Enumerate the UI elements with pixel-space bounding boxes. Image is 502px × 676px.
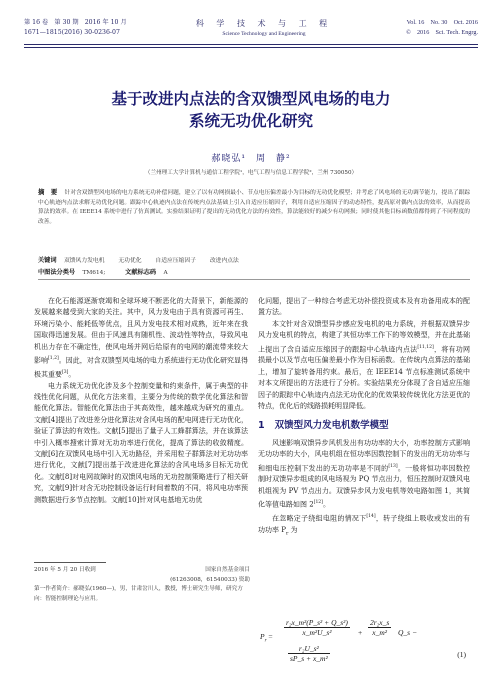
body-paragraph: 在化石能源逐渐衰竭和全球环境不断恶化的大背景下，新能源的发展越来越受到大家的关注。其中，风力发电由于具有资源可再生、环境污染小、能耗低等优点，且风力发电技术相对成熟，近年来在我国取得迅速发展。但由于风速具有随机性、波动性等特点，导致风电机出力存在不确定性，使风电场并网后给原有的电网的潮流带来较大影响[1,2]。因此，对含双馈型风电场的电力系统进行无功优化研究显得极其重要[3]。 [34,297,249,379]
paper-title [40,88,462,132]
equation-fraction: $\frac{\text{2r₂x\_s}}{\text{x\_m²}}$ [370,618,390,637]
doc-code-label: 文献标志码 [125,269,157,276]
body-paragraph: 化问题，提出了一种综合考虑无功补偿投资成本及有功备用成本的配置方法。 [258,297,470,317]
keyword-item: 改进内点法 [209,258,239,264]
section-heading [258,420,470,431]
equation-number: (1) [457,650,466,659]
citation: [1,2] [48,356,59,362]
equation-fraction: $\frac{\text{r₂x\_m²(P\_s² + Q\_s²)}}{\text{x\_m²U\_s²}}$ [286,618,348,637]
journal-name-en: Science Technology and Engineering [222,31,306,37]
citation: [3] [62,369,69,375]
clc-label: 中图法分类号 [38,269,76,276]
authors: 郝晓弘¹ 周 静² [211,154,291,164]
citation: [11,12] [417,344,434,350]
body-paragraph: 本文针对含双馈型异步感应发电机的电力系统，并根据双馈异步风力发电机的特点，构建了其恒功率工作下的等效模型，并在此基础上提出了含自适应压缩因子的跟踪中心轨迹内点法[11,12]，将有功网损最小以及节点电压偏差最小作为目标函数。在传统内点算法的基础上，增加了旋转备用约束。最后，在 IEEE14 节点标准测试系统中对本文所提出的方法进行了分析。实验结果充分体现了含自适应压缩因子的跟踪中心轨迹内点法无功优化的优效果较传统优化方法更优的特点，优化后的线路损耗明显降低。 [258,319,471,410]
fund-number: (61263008，61540033) 资助 [170,576,250,583]
received-date: 2016 年 5 月 20 日收到 [34,567,96,573]
footnote-rule [34,562,106,563]
header-volume-en: Vol. 16 No. 30 Oct. 2016 [406,19,478,26]
header-copyright-info [406,18,478,38]
abstract [38,188,470,227]
journal-name-cn: 科 学 技 术 与 工 程 [195,19,333,28]
body-right-column [258,296,470,539]
keywords-label: 关键词 [38,257,57,264]
header-journal-name [174,18,354,39]
citation: [14] [366,513,376,519]
equation-fraction: $\frac{\text{r₂U\_s²}}{\text{sP\_s + x\_m²}}$ [290,644,328,663]
footnote [34,566,250,604]
abstract-divider [38,279,470,280]
equation-1: $P_r$ = $\frac{\text{r₂x\_m²(P\_s² + Q\_s²)}}{\text{x\_m²U\_s²}}$ + $\frac{\text{2r₂x\_s}}{\text{x\_m²}}$ Q_s − $\frac{\text{r₂U\_s²}}{\text{sP\_s + x\_m²}}$ (1) [260,618,466,663]
abstract-text: 针对含双馈型风电场的电力系统无功补偿问题，建立了以有功网损最小、节点电压偏差最小为目标的无功优化模型；并考虑了风电场的无功调节能力，提出了跟踪中心轨迹内点法求解无功优化问题。跟踪中心轨迹内点法在传统内点法基础上引入自适应压缩因子，利用自适应压缩因子的动态特性，提高原对偶内点法的效率，从而提高算法的效率。在 IEEE14 系统中进行了仿真测试。实验结果证明了提出的无功优化方法的有效性，算法能较好的减少有功网损；同时使其他目标函数值都得到了不同程度的改善。 [38,190,471,225]
keyword-item: 自适应压缩因子 [155,258,197,264]
body-paragraph: 在忽略定子绕组电阻的情况下[14]，转子绕组上吸收或发出的有功功率 $P_r$ 为 [258,513,470,537]
header-volume-line: 第 16 卷 第 30 期 2016 年 10 月 [24,19,127,26]
classification [38,267,470,276]
author-bio: 第一作者简介：郝晓弘(1960—)，男，甘肃岔川人，教授，博士研究生导师，研究方向：智能控制理论与应用。 [34,586,243,602]
citation: [13] [388,463,398,469]
affiliation: （兰州理工大学计算机与通信工程学院¹，电气工程与信息工程学院²，兰州 730050） [144,170,358,176]
title-line-1: 基于改进内点法的含双馈型风电场的电力 [111,89,391,108]
body-paragraph: 电力系统无功优化涉及多个控制变量和约束条件，属于典型的非线性优化问题，从优化方法来看，主要分为传统的数学优化算法和智能优化算法。智能优化算法由于其高效性，越来越成为研究的重点。文献[4]提出了改进差分进化算法对含风电场的配电网进行无功优化，验证了算法的有效性。文献[5]提出了量子人工蜂群算法，并在该算法中引入概率搜索计算对无功功率进行优化，提高了算法的收敛精度。文献[6]在双馈风电场中引入无功路径，并采用粒子群算法对无功功率进行优化，文献[7]提出基于改进进化算法的含风电场多目标无功优化。文献[8]对电网故障时的双馈风电场的无功控制策略进行了相关研究，文献[9]针对含无功控制设备运行时间着数的不同，将风电功率预测数据进行多节点控制。文献[10]针对风电基地无功优 [34,381,248,504]
abstract-label: 摘 要 [38,188,58,196]
section-number: 1 [258,420,265,432]
header-rule-thin [24,47,478,48]
body-left-column [34,296,248,506]
body-paragraph: 风速影响双馈异步风机发出有功功率的大小，功率控制方式影响无功功率的大小，风电机组在恒功率因数控制下的发出的无功功率与和细电压控制下发出的无功功率是不同的[13]。一般将恒功率因数控制时双馈异步组成的风电场视为 PQ 节点出力，恒压控制时双馈风电机组视为 PV 节点出力。双馈异步风力发电机等效电路如图 1，其简化等值电路如图 2[12]。 [258,438,471,509]
header-rule [24,44,478,45]
doc-code-value: A [163,270,168,276]
keywords [38,255,470,264]
header-copyright: © 2016 Sci. Tech. Engrg. [406,29,478,36]
equation-lhs: $P_r$ = [260,632,273,644]
keyword-item: 双馈风力发电机 [63,258,105,264]
journal-header [24,18,478,58]
keyword-item: 无功优化 [118,258,142,264]
citation: [12] [313,500,323,506]
header-issue-info [24,18,127,38]
section-title: 双馈型风力发电机数学模型 [274,420,389,432]
fund-label: 国家自然基金项目 [205,567,250,573]
title-line-2: 系统无功优化研究 [188,111,313,130]
clc-value: TM614; [82,270,106,276]
header-article-id: 1671—1815(2016) 30-0236-07 [24,29,120,36]
